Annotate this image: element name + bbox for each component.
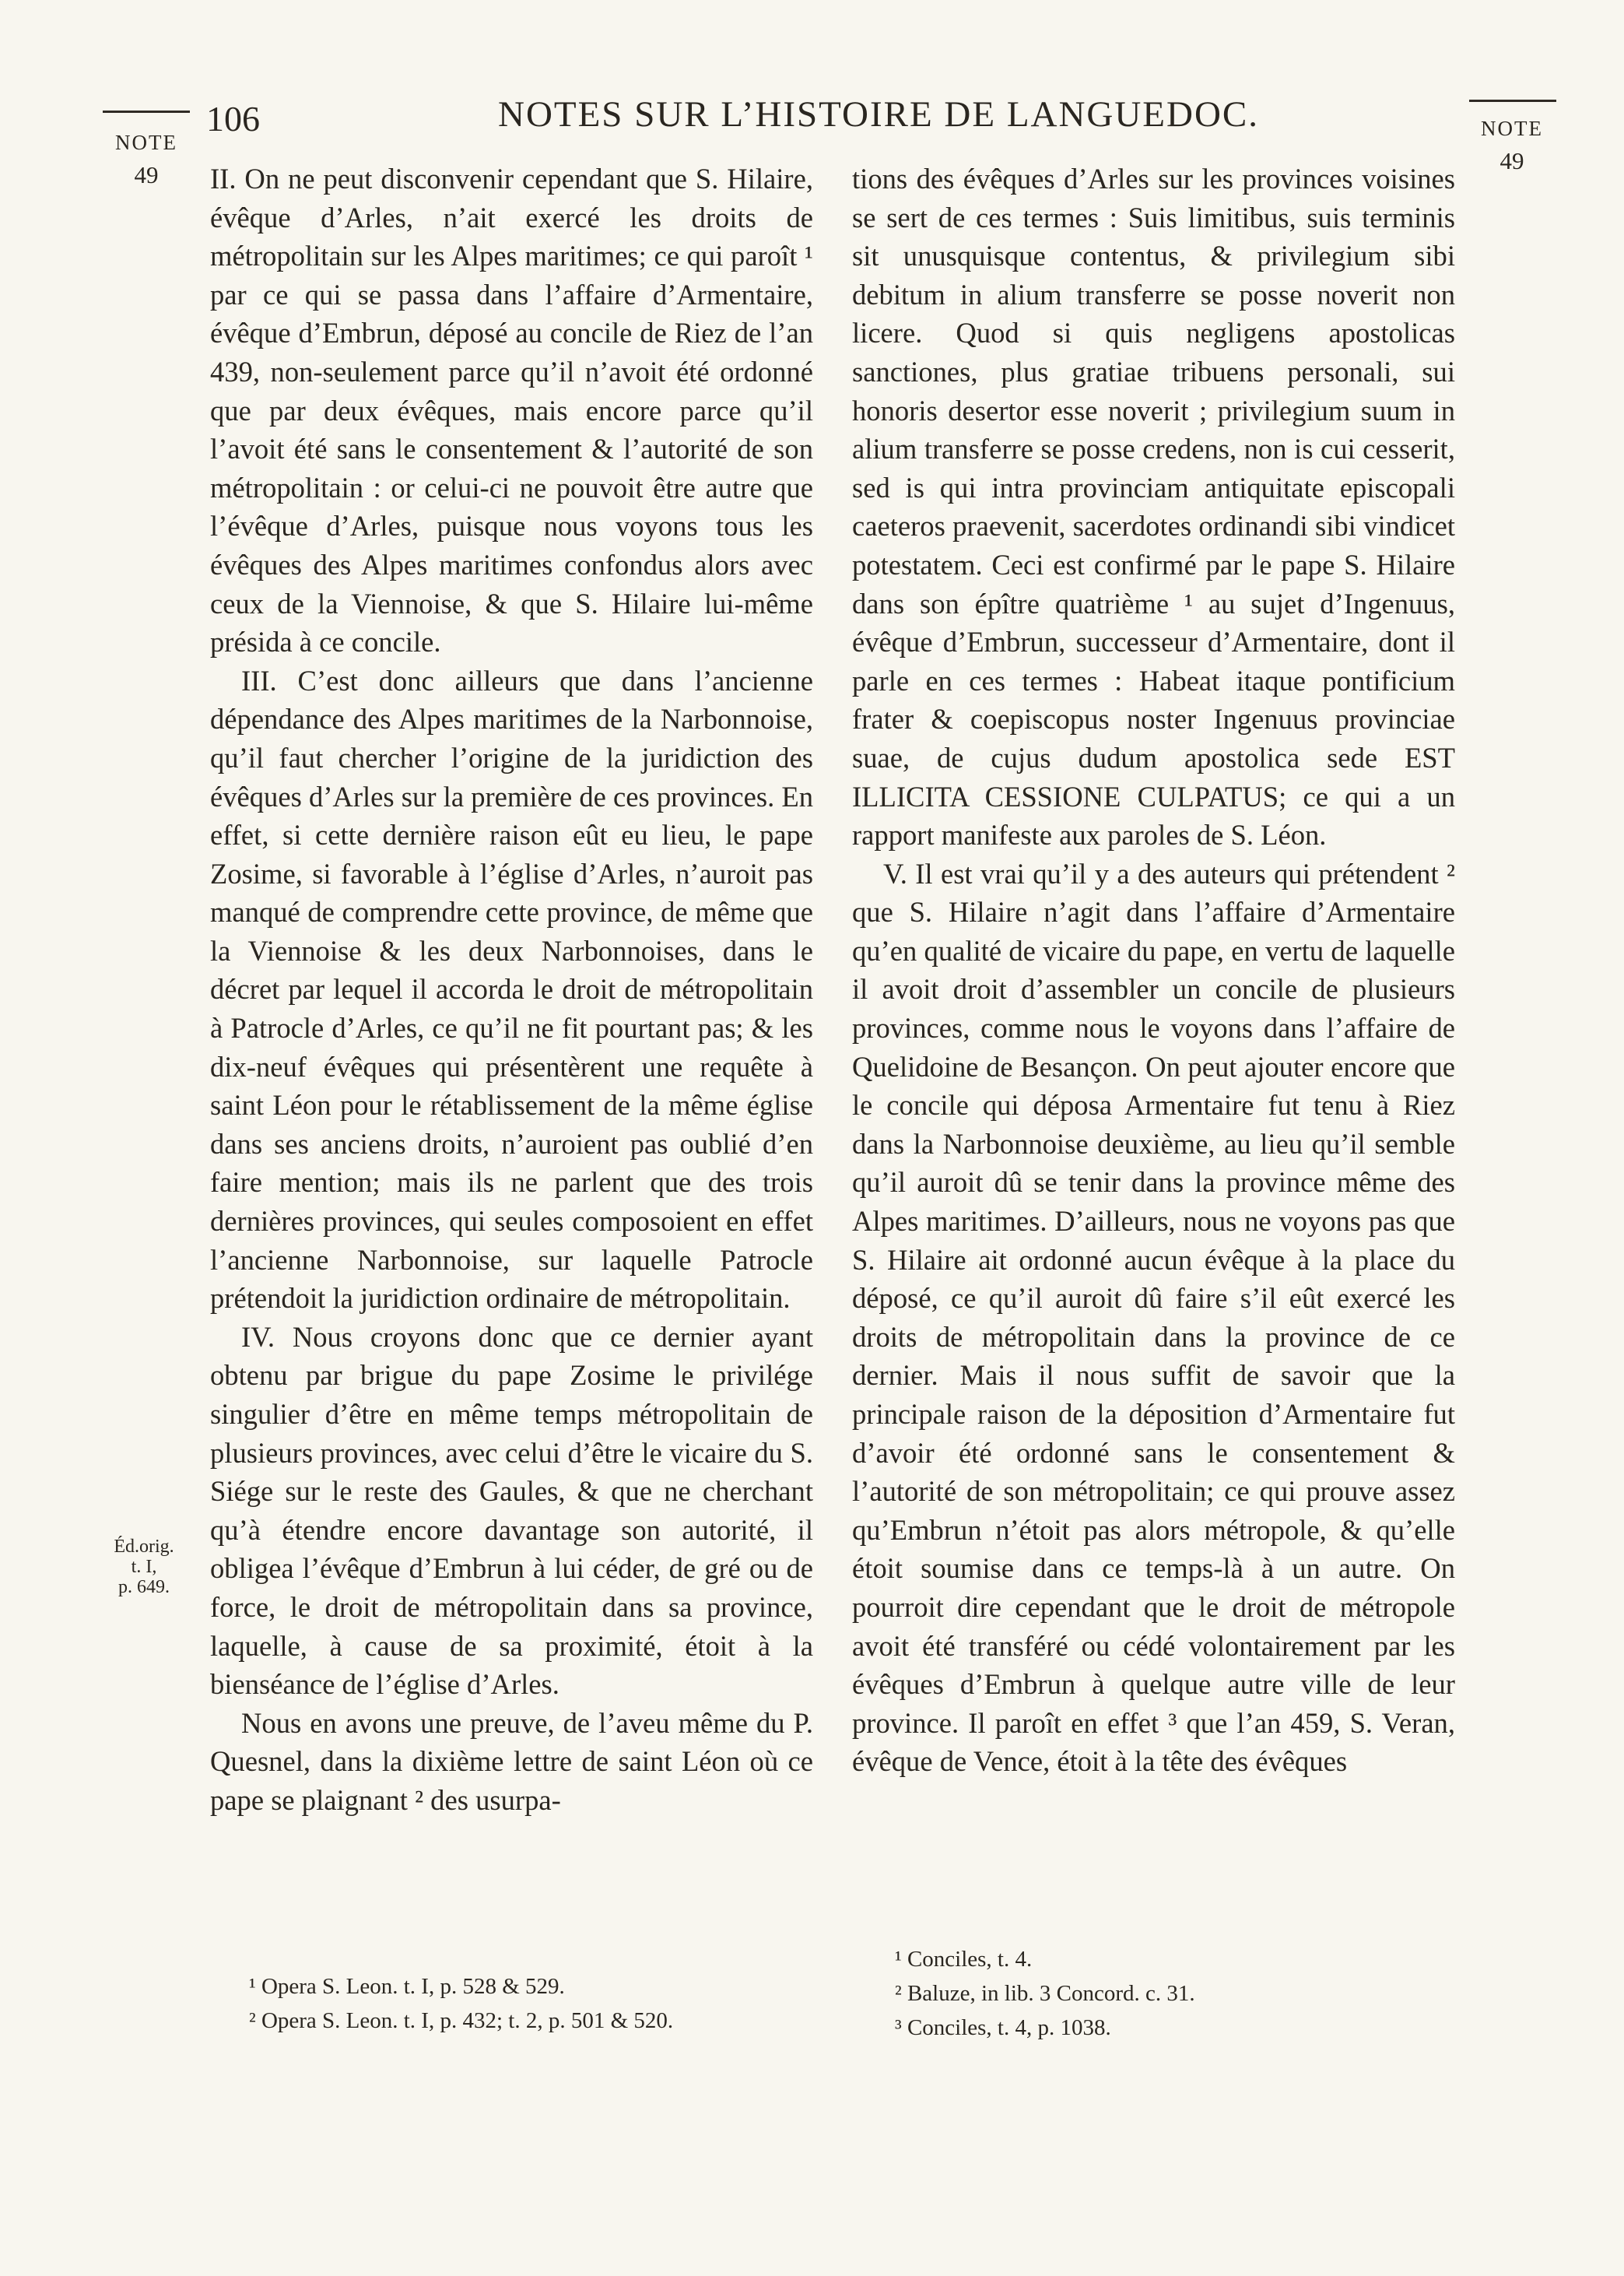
edition-margin-note	[101, 1537, 187, 1597]
note-label-left: NOTE	[115, 131, 177, 154]
note-number-left: 49	[134, 161, 159, 188]
edition-margin-line: p. 649.	[118, 1577, 170, 1597]
footnote: ² Baluze, in lib. 3 Concord. c. 31.	[895, 1981, 1195, 2006]
left-column	[210, 160, 813, 1820]
note-number-right: 49	[1499, 147, 1524, 174]
right-column	[852, 160, 1455, 1781]
paragraph-section-3: III. C’est donc ailleurs que dans l’ancienne dépendance des Alpes maritimes de la Narbonnoise, qu’il faut chercher l’origine de la juridiction des évêques d’Arles sur la première de ces provinces. En effet, si cette dernière raison eût eu lieu, le pape Zosime, si favorable à l’église d’Arles, n’auroit pas manqué de comprendre cette province, de même que la Viennoise & les deux Narbonnoises, dans le décret par lequel il accorda le droit de métropolitain à Patrocle d’Arles, ce qu’il ne fit pourtant pas; & les dix-neuf évêques qui présentèrent une requête à saint Léon pour le rétablissement de la même église dans ses anciens droits, n’auroient pas oublié d’en faire mention; mais ils ne parlent que des trois dernières provinces, qui seules composoient en effet l’ancienne Narbonnoise, sur laquelle Patrocle prétendoit la juridiction ordinaire de métropolitain.	[210, 664, 813, 1315]
edition-margin-line: t. I,	[131, 1557, 157, 1577]
paragraph-continuation: tions des évêques d’Arles sur les provinces voisines se sert de ces termes : Suis limitibus, suis terminis sit unusquisque contentus, & privilegium sibi debitum in alium transferre se posse noverit non licere. Quod si quis negligens apostolicas sanctiones, plus gratiae tribuens personali, sui honoris desertor esse noverit ; privilegium suum in alium transferre se posse credens, non is cui cesserit, sed is qui intra provinciam antiquitate episcopali caeteros praevenit, sacerdotes ordinandi sibi vindicet potestatem. Ceci est confirmé par le pape S. Hilaire dans son épître quatrième ¹ au sujet d’Ingenuus, évêque d’Embrun, successeur d’Armentaire, dont il parle en ces termes : Habeat itaque pontificium frater & coepiscopus noster Ingenuus provinciae suae, de cujus dudum apostolica sede EST ILLICITA CESSIONE CULPATUS; ce qui a un rapport manifeste aux paroles de S. Léon.	[852, 163, 1455, 852]
footnote: ² Opera S. Leon. t. I, p. 432; t. 2, p. 501 & 520.	[249, 2008, 674, 2033]
footnote: ¹ Opera S. Leon. t. I, p. 528 & 529.	[249, 1974, 565, 1999]
paragraph-section-2: II. On ne peut disconvenir cependant que S. Hilaire, évêque d’Arles, n’ait exercé les droits de métropolitain sur les Alpes maritimes; ce qui paroît ¹ par ce qui se passa dans l’affaire d’Armentaire, évêque d’Embrun, déposé au concile de Riez de l’an 439, non-seulement parce qu’il n’avoit été ordonné que par deux évêques, mais encore parce qu’il l’avoit été sans le consentement & l’autorité de son métropolitain : or celui-ci ne pouvoit être autre que l’évêque d’Arles, puisque nous voyons tous les évêques des Alpes maritimes confondus alors avec ceux de la Viennoise, & que S. Hilaire lui-même présida à ce concile.	[210, 163, 813, 659]
edition-margin-line: Éd.orig.	[114, 1537, 174, 1557]
running-title: NOTES SUR L’HISTOIRE DE LANGUEDOC.	[498, 94, 1259, 135]
note-label-right: NOTE	[1481, 117, 1543, 140]
footnote: ¹ Conciles, t. 4.	[895, 1947, 1033, 1972]
footnote: ³ Conciles, t. 4, p. 1038.	[895, 2015, 1111, 2040]
paragraph-quesnel: Nous en avons une preuve, de l’aveu même du P. Quesnel, dans la dixième lettre de saint Léon où ce pape se plaignant ² des usurpa-	[210, 1706, 813, 1816]
page-number: 106	[206, 99, 260, 139]
footnotes-left	[249, 1969, 673, 2038]
header-rule-right	[1469, 100, 1556, 102]
paragraph-section-4: IV. Nous croyons donc que ce dernier ayant obtenu par brigue du pape Zosime le privilége singulier d’être en même temps métropolitain de plusieurs provinces, avec celui d’être le vicaire du S. Siége sur le reste des Gaules, & que ne cherchant qu’à étendre encore davantage son autorité, il obligea l’évêque d’Embrun à lui céder, de gré ou de force, le droit de métropolitain dans sa province, laquelle, à cause de sa proximité, étoit à la bienséance de l’église d’Arles.	[210, 1320, 813, 1701]
paragraph-section-5: V. Il est vrai qu’il y a des auteurs qui prétendent ² que S. Hilaire n’agit dans l’affaire d’Armentaire qu’en qualité de vicaire du pape, en vertu de laquelle il avoit droit d’assembler un concile de plusieurs provinces, comme nous le voyons dans l’affaire de Quelidoine de Besançon. On peut ajouter encore que le concile qui déposa Armentaire fut tenu à Riez dans la Narbonnoise deuxième, au lieu qu’il semble qu’il auroit dû se tenir dans la province même des Alpes maritimes. D’ailleurs, nous ne voyons pas que S. Hilaire ait ordonné aucun évêque à la place du déposé, ce qu’il auroit dû faire s’il eût exercé les droits de métropolitain dans la province de ce dernier. Mais il nous suffit de savoir que la principale raison de la déposition d’Armentaire fut d’avoir été ordonné sans le consentement & l’autorité de son métropolitain; ce qui prouve assez qu’Embrun n’étoit pas alors métropole, & qu’elle étoit soumise dans ce temps-là à un autre. On pourroit dire cependant que le droit de métropole avoit été transféré ou cédé volontairement par les évêques d’Embrun à quelque autre ville de leur province. Il paroît en effet ³ que l’an 459, S. Veran, évêque de Vence, étoit à la tête des évêques	[852, 857, 1455, 1778]
footnotes-right	[895, 1942, 1195, 2045]
header-rule-left	[103, 111, 190, 113]
